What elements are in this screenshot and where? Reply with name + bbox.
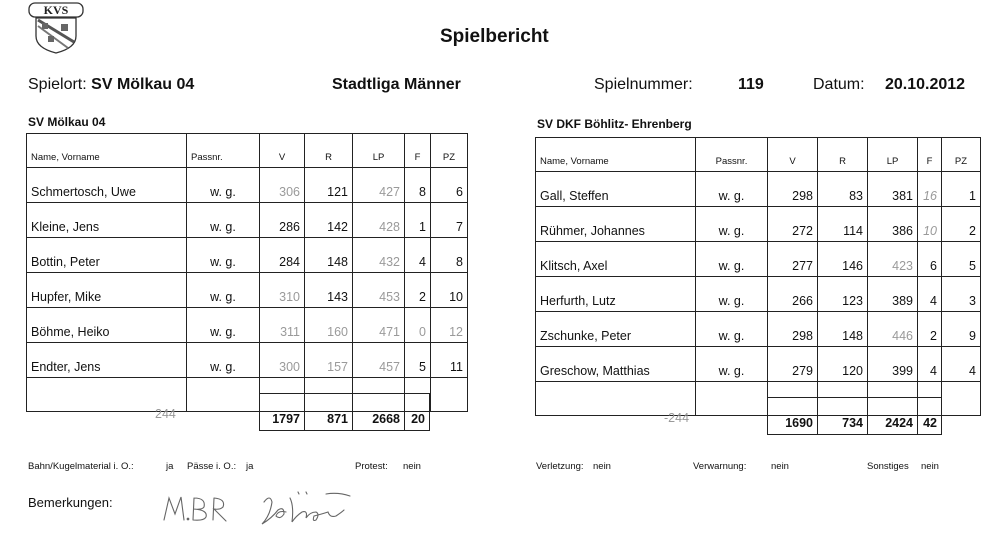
player-v: 310 [260, 273, 305, 308]
table-row [27, 168, 468, 203]
paesse-label: Pässe i. O.: [187, 461, 237, 472]
player-v: 306 [260, 168, 305, 203]
player-name: Böhme, Heiko [27, 308, 187, 343]
player-pass [696, 382, 768, 416]
player-f: 4 [918, 277, 942, 312]
player-name: Zschunke, Peter [536, 312, 696, 347]
player-v: 300 [260, 343, 305, 378]
player-name: Herfurth, Lutz [536, 277, 696, 312]
player-v: 284 [260, 238, 305, 273]
player-pass: w. g. [696, 172, 768, 207]
player-lp: 427 [353, 168, 405, 203]
player-v: 266 [768, 277, 818, 312]
col-lp: LP [353, 134, 405, 168]
player-name: Greschow, Matthias [536, 347, 696, 382]
player-pz: 4 [942, 347, 981, 382]
player-v: 298 [768, 172, 818, 207]
player-v: 277 [768, 242, 818, 277]
table-row [536, 277, 981, 312]
home-handicap: 244 [155, 407, 176, 421]
svg-text:KVS: KVS [43, 3, 69, 17]
guest-total-f: 42 [918, 398, 942, 435]
player-lp: 428 [353, 203, 405, 238]
page-title: Spielbericht [440, 26, 549, 47]
guest-totals [767, 397, 942, 435]
player-lp: 423 [868, 242, 918, 277]
col-name: Name, Vorname [27, 134, 187, 168]
player-pass: w. g. [187, 203, 260, 238]
table-row [536, 207, 981, 242]
player-r: 148 [305, 238, 353, 273]
col-pass: Passnr. [696, 138, 768, 172]
player-pass: w. g. [696, 207, 768, 242]
player-lp: 471 [353, 308, 405, 343]
player-pz: 2 [942, 207, 981, 242]
table-row [27, 203, 468, 238]
remarks-label: Bemerkungen: [28, 495, 113, 510]
player-v: 298 [768, 312, 818, 347]
player-pz [431, 378, 468, 412]
col-r: R [818, 138, 868, 172]
table-row [27, 238, 468, 273]
col-pass: Passnr. [187, 134, 260, 168]
kvs-logo [28, 2, 84, 54]
player-lp: 457 [353, 343, 405, 378]
home-total-v: 1797 [260, 394, 305, 431]
col-f: F [918, 138, 942, 172]
player-pass: w. g. [187, 273, 260, 308]
sonstiges-label: Sonstiges [867, 461, 909, 472]
player-f: 5 [405, 343, 431, 378]
table-row [536, 312, 981, 347]
player-pass: w. g. [187, 168, 260, 203]
col-v: V [768, 138, 818, 172]
player-lp: 386 [868, 207, 918, 242]
player-pz: 8 [431, 238, 468, 273]
datum-label: Datum: [813, 76, 865, 93]
player-pz: 3 [942, 277, 981, 312]
table-row [536, 172, 981, 207]
spielort [28, 76, 194, 94]
table-row [27, 273, 468, 308]
player-r: 146 [818, 242, 868, 277]
player-v: 279 [768, 347, 818, 382]
guest-team-name: SV DKF Böhlitz- Ehrenberg [537, 117, 692, 131]
table-row [536, 347, 981, 382]
table-header-row [27, 134, 468, 168]
player-r: 160 [305, 308, 353, 343]
table-row [27, 343, 468, 378]
guest-handicap: -244 [664, 411, 690, 425]
player-f: 2 [918, 312, 942, 347]
verletzung-label: Verletzung: [536, 461, 584, 472]
player-name: Rühmer, Johannes [536, 207, 696, 242]
col-v: V [260, 134, 305, 168]
table-header-row [536, 138, 981, 172]
spielort-label: Spielort: [28, 76, 87, 93]
col-name: Name, Vorname [536, 138, 696, 172]
player-pass: w. g. [696, 312, 768, 347]
player-r: 142 [305, 203, 353, 238]
home-total-r: 871 [305, 394, 353, 431]
bahn-label: Bahn/Kugelmaterial i. O.: [28, 461, 134, 472]
player-f: 1 [405, 203, 431, 238]
player-pz [942, 382, 981, 416]
guest-total-r: 734 [818, 398, 868, 435]
player-lp: 389 [868, 277, 918, 312]
guest-score-table [535, 137, 981, 416]
player-lp: 432 [353, 238, 405, 273]
player-lp: 446 [868, 312, 918, 347]
table-row [27, 308, 468, 343]
player-pass: w. g. [187, 343, 260, 378]
sonstiges-value: nein [921, 461, 939, 472]
spielnummer-label: Spielnummer: [594, 76, 693, 93]
player-lp: 381 [868, 172, 918, 207]
guest-total-v: 1690 [768, 398, 818, 435]
player-r: 148 [818, 312, 868, 347]
home-totals [259, 393, 430, 431]
bahn-value: ja [166, 461, 174, 472]
protest-label: Protest: [355, 461, 388, 472]
handwritten-signature [160, 488, 380, 532]
player-f: 2 [405, 273, 431, 308]
player-r: 157 [305, 343, 353, 378]
player-pass: w. g. [696, 242, 768, 277]
datum-value: 20.10.2012 [885, 76, 966, 93]
liga: Stadtliga Männer [332, 76, 461, 93]
home-team-name: SV Mölkau 04 [28, 115, 106, 129]
col-pz: PZ [942, 138, 981, 172]
player-f: 8 [405, 168, 431, 203]
player-r: 121 [305, 168, 353, 203]
player-f: 4 [405, 238, 431, 273]
player-pz: 1 [942, 172, 981, 207]
player-pass [187, 378, 260, 412]
col-r: R [305, 134, 353, 168]
protest-value: nein [403, 461, 421, 472]
verletzung-value: nein [593, 461, 611, 472]
player-pz: 12 [431, 308, 468, 343]
player-f: 0 [405, 308, 431, 343]
player-pass: w. g. [696, 347, 768, 382]
player-f: 4 [918, 347, 942, 382]
player-name: Gall, Steffen [536, 172, 696, 207]
spielort-value: SV Mölkau 04 [91, 76, 195, 93]
player-lp: 399 [868, 347, 918, 382]
player-r: 83 [818, 172, 868, 207]
guest-total-lp: 2424 [868, 398, 918, 435]
verwarnung-label: Verwarnung: [693, 461, 747, 472]
player-v: 272 [768, 207, 818, 242]
col-f: F [405, 134, 431, 168]
player-name: Klitsch, Axel [536, 242, 696, 277]
col-lp: LP [868, 138, 918, 172]
player-pz: 11 [431, 343, 468, 378]
spielnummer-value: 119 [738, 76, 764, 93]
player-name: Schmertosch, Uwe [27, 168, 187, 203]
player-name: Bottin, Peter [27, 238, 187, 273]
player-pz: 7 [431, 203, 468, 238]
home-total-f: 20 [405, 394, 430, 431]
player-v: 286 [260, 203, 305, 238]
player-r: 114 [818, 207, 868, 242]
home-total-lp: 2668 [353, 394, 405, 431]
player-lp: 453 [353, 273, 405, 308]
player-r: 120 [818, 347, 868, 382]
verwarnung-value: nein [771, 461, 789, 472]
home-score-table [26, 133, 468, 412]
player-name: Endter, Jens [27, 343, 187, 378]
player-r: 123 [818, 277, 868, 312]
player-r: 143 [305, 273, 353, 308]
paesse-value: ja [246, 461, 254, 472]
player-f: 16 [918, 172, 942, 207]
player-name: Hupfer, Mike [27, 273, 187, 308]
player-pass: w. g. [187, 308, 260, 343]
player-pass: w. g. [696, 277, 768, 312]
player-name: Kleine, Jens [27, 203, 187, 238]
player-f: 6 [918, 242, 942, 277]
table-row [536, 242, 981, 277]
player-pz: 5 [942, 242, 981, 277]
player-pz: 10 [431, 273, 468, 308]
player-v: 311 [260, 308, 305, 343]
player-pass: w. g. [187, 238, 260, 273]
player-pz: 9 [942, 312, 981, 347]
col-pz: PZ [431, 134, 468, 168]
player-f: 10 [918, 207, 942, 242]
player-pz: 6 [431, 168, 468, 203]
